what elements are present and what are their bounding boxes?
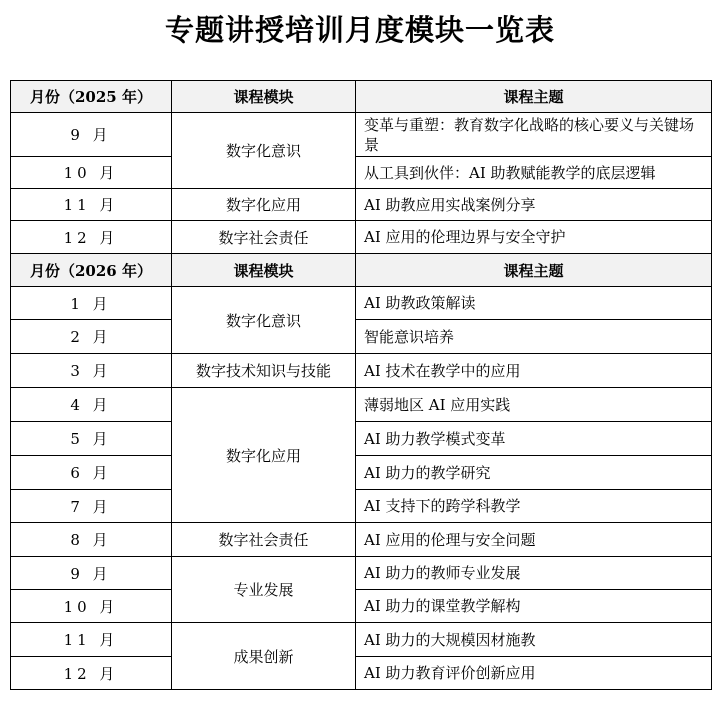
- topic-cell: 从工具到伙伴：AI 助教赋能教学的底层逻辑: [356, 157, 712, 189]
- month-cell: 9 月: [11, 113, 172, 157]
- month-cell: 12 月: [11, 657, 172, 690]
- table-row: [11, 456, 712, 490]
- header-row-2026: [11, 254, 712, 287]
- topic-cell: AI 技术在教学中的应用: [356, 354, 712, 388]
- topic-cell: AI 应用的伦理与安全问题: [356, 523, 712, 557]
- topic-header: 课程主题: [356, 81, 712, 113]
- module-header: 课程模块: [172, 254, 356, 287]
- module-header: 课程模块: [172, 81, 356, 113]
- month-cell: 5 月: [11, 422, 172, 456]
- topic-cell: AI 助教政策解读: [356, 287, 712, 320]
- module-cell: 数字社会责任: [172, 523, 356, 557]
- month-cell: 12 月: [11, 221, 172, 254]
- topic-cell: AI 助力教学模式变革: [356, 422, 712, 456]
- month-header: 月份（2026 年）: [11, 254, 172, 287]
- table-row: [11, 523, 712, 557]
- topic-cell: 变革与重塑：教育数字化战略的核心要义与关键场景: [356, 113, 712, 157]
- table-row: [11, 388, 712, 422]
- table-row: [11, 113, 712, 157]
- module-cell: 专业发展: [172, 557, 356, 623]
- module-cell: 数字化意识: [172, 287, 356, 354]
- month-header: 月份（2025 年）: [11, 81, 172, 113]
- month-cell: 1 月: [11, 287, 172, 320]
- table-row: [11, 590, 712, 623]
- month-cell: 11 月: [11, 189, 172, 221]
- topic-cell: AI 助力的大规模因材施教: [356, 623, 712, 657]
- topic-cell: AI 支持下的跨学科教学: [356, 490, 712, 523]
- schedule-table-body: [11, 81, 712, 690]
- table-row: [11, 557, 712, 590]
- month-cell: 8 月: [11, 523, 172, 557]
- module-cell: 数字化应用: [172, 189, 356, 221]
- table-row: [11, 189, 712, 221]
- table-row: [11, 221, 712, 254]
- topic-header: 课程主题: [356, 254, 712, 287]
- topic-cell: AI 助力的教师专业发展: [356, 557, 712, 590]
- module-cell: 数字社会责任: [172, 221, 356, 254]
- topic-cell: AI 助力的教学研究: [356, 456, 712, 490]
- table-row: [11, 623, 712, 657]
- table-row: [11, 657, 712, 690]
- module-cell: 成果创新: [172, 623, 356, 690]
- table-row: [11, 490, 712, 523]
- month-cell: 10 月: [11, 157, 172, 189]
- month-cell: 3 月: [11, 354, 172, 388]
- topic-cell: 薄弱地区 AI 应用实践: [356, 388, 712, 422]
- header-row-2025: [11, 81, 712, 113]
- topic-cell: AI 助教应用实战案例分享: [356, 189, 712, 221]
- table-row: [11, 287, 712, 320]
- table-row: [11, 157, 712, 189]
- table-row: [11, 354, 712, 388]
- topic-cell: 智能意识培养: [356, 320, 712, 354]
- topic-cell: AI 助力的课堂教学解构: [356, 590, 712, 623]
- module-cell: 数字技术知识与技能: [172, 354, 356, 388]
- month-cell: 6 月: [11, 456, 172, 490]
- month-cell: 11 月: [11, 623, 172, 657]
- topic-cell: AI 应用的伦理边界与安全守护: [356, 221, 712, 254]
- month-cell: 9 月: [11, 557, 172, 590]
- month-cell: 2 月: [11, 320, 172, 354]
- month-cell: 10 月: [11, 590, 172, 623]
- page-title: 专题讲授培训月度模块一览表: [164, 13, 555, 47]
- month-cell: 4 月: [11, 388, 172, 422]
- month-cell: 7 月: [11, 490, 172, 523]
- table-row: [11, 422, 712, 456]
- topic-cell: AI 助力教育评价创新应用: [356, 657, 712, 690]
- schedule-table: [10, 80, 712, 690]
- table-row: [11, 320, 712, 354]
- module-cell: 数字化意识: [172, 113, 356, 189]
- module-cell: 数字化应用: [172, 388, 356, 523]
